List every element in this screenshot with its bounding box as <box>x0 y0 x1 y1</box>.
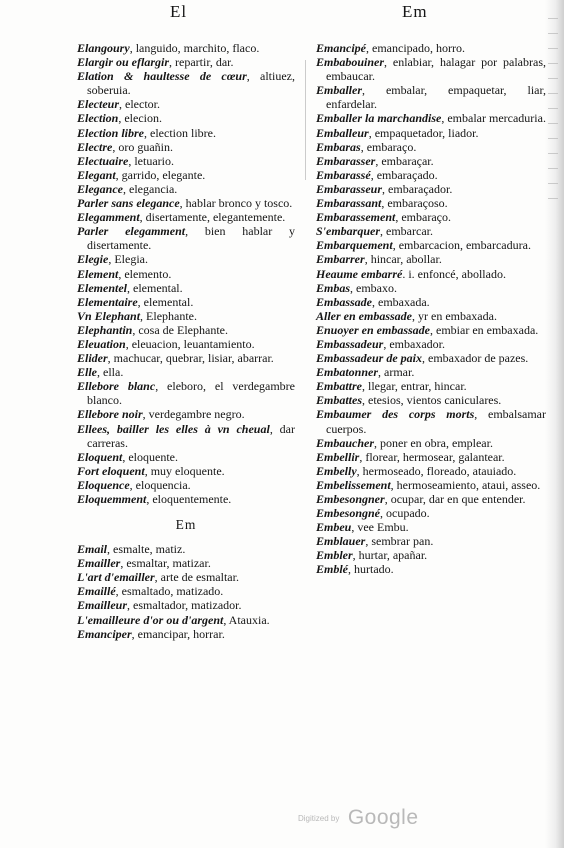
entry-translation: , languido, marchito, flaco. <box>129 41 260 55</box>
dictionary-entry <box>316 365 546 379</box>
entry-translation: , Atauxia. <box>223 612 270 627</box>
google-logo: Google <box>347 806 419 829</box>
entry-translation: , eleuacion, leuantamiento. <box>125 336 255 351</box>
entry-translation: , elemental. <box>137 294 194 309</box>
entry-translation: , embaxo. <box>350 280 398 295</box>
entry-translation: , elemental. <box>127 280 183 295</box>
entry-headword: Elementaire <box>77 294 138 309</box>
entry-translation: , yr en embaxada. <box>412 308 497 323</box>
dictionary-entry <box>77 252 295 266</box>
dictionary-entry <box>77 492 295 506</box>
dictionary-entry <box>77 267 295 281</box>
entry-headword: Embarassé <box>316 167 371 182</box>
entry-translation: , disertamente, elegantemente. <box>139 210 286 225</box>
dictionary-entry <box>316 126 546 140</box>
entry-headword: Elation & haultesse de cœur <box>77 69 247 84</box>
entry-translation: , ocupar, dar en que entender. <box>384 492 526 506</box>
entry-translation: , eleboro, el verdegambre blanco. <box>87 379 296 408</box>
entry-translation: , elector. <box>119 97 160 112</box>
dictionary-entry <box>77 323 295 337</box>
entry-headword: Embabouiner <box>316 55 385 70</box>
entry-headword: Eloquence <box>77 477 130 492</box>
entry-headword: Electeur <box>77 97 119 112</box>
dictionary-entry <box>77 295 295 309</box>
entry-translation: , hablar bronco y tosco. <box>179 196 293 211</box>
watermark-prefix: Digitized by <box>298 813 340 823</box>
dictionary-entry <box>316 323 546 337</box>
entry-translation: , llegar, entrar, hincar. <box>362 379 467 394</box>
dictionary-entry <box>77 111 295 125</box>
entry-headword: Embeu <box>316 520 352 535</box>
dictionary-entry <box>316 267 546 281</box>
entry-headword: Emancipé <box>316 41 366 55</box>
dictionary-entry <box>77 196 295 210</box>
entry-translation: , repartir, dar. <box>169 55 234 70</box>
entry-headword: Ellebore blanc <box>77 379 156 394</box>
dictionary-entry <box>77 69 295 97</box>
header-right: Em <box>402 2 428 21</box>
entry-headword: Embelissement <box>316 477 391 492</box>
entry-headword: Embassadeur <box>316 336 384 351</box>
entry-translation: , etesios, vientos caniculares. <box>362 393 502 408</box>
dictionary-entry <box>316 168 546 182</box>
entry-translation: , Elegia. <box>108 252 148 267</box>
left-column <box>77 41 295 641</box>
dictionary-entry <box>316 548 546 562</box>
entry-translation: , sembrar pan. <box>365 534 434 549</box>
entry-headword: Parler sans elegance <box>77 196 180 211</box>
entry-translation: , cosa de Elephante. <box>132 322 228 337</box>
entry-headword: Embler <box>316 548 353 563</box>
dictionary-entry <box>77 598 295 612</box>
dictionary-entry <box>316 337 546 351</box>
entry-headword: Embassade <box>316 294 373 309</box>
dictionary-entry <box>316 562 546 576</box>
dictionary-entry <box>316 478 546 492</box>
digitized-watermark <box>298 806 419 830</box>
entry-translation: , emancipar, horrar. <box>131 626 225 641</box>
entry-translation: , embaraçado. <box>370 167 438 182</box>
entry-translation: , embaraçar. <box>375 153 434 168</box>
entry-headword: Email <box>77 542 108 557</box>
dictionary-entry <box>77 281 295 295</box>
dictionary-entry <box>316 295 546 309</box>
dictionary-entry <box>316 281 546 295</box>
dictionary-entry <box>316 111 546 125</box>
dictionary-entry <box>316 464 546 478</box>
dictionary-entry <box>77 309 295 323</box>
entry-translation: , embaraçador. <box>382 181 453 196</box>
entry-translation: , eloquentemente. <box>146 492 232 506</box>
entry-headword: Fort eloquent <box>77 463 145 478</box>
entry-translation: , embaxador de pazes. <box>422 351 529 366</box>
entry-translation: , machucar, quebrar, lisiar, abarrar. <box>107 351 274 366</box>
entry-headword: Elider <box>77 351 108 366</box>
entry-headword: Element <box>77 266 119 281</box>
entry-translation: , election libre. <box>144 125 216 140</box>
entry-translation: , embalsamar cuerpos. <box>326 407 546 436</box>
entry-translation: , empaquetador, liador. <box>368 125 479 140</box>
dictionary-entry <box>316 140 546 154</box>
entry-translation: , arte de esmaltar. <box>154 570 239 585</box>
entry-headword: Elegamment <box>77 210 140 225</box>
margin-marks <box>548 12 558 202</box>
dictionary-entry <box>77 450 295 464</box>
dictionary-entry <box>77 627 295 641</box>
entry-headword: Eloquent <box>77 449 123 464</box>
dictionary-entry <box>316 379 546 393</box>
entry-headword: Elegance <box>77 181 123 196</box>
dictionary-entry <box>77 55 295 69</box>
dictionary-entry <box>316 224 546 238</box>
entry-headword: Electuaire <box>77 153 129 168</box>
dictionary-entry <box>77 337 295 351</box>
dictionary-entry <box>77 613 295 627</box>
entry-headword: Enuoyer en embassade <box>316 322 430 337</box>
dictionary-entry <box>77 422 295 450</box>
entry-translation: , armar. <box>378 365 415 380</box>
dictionary-entry <box>77 154 295 168</box>
entry-headword: Emblé <box>316 562 348 577</box>
entry-headword: Parler elegamment <box>77 224 186 239</box>
dictionary-entry <box>316 182 546 196</box>
entry-translation: , florear, hermosear, galantear. <box>359 449 505 464</box>
entry-headword: Elangoury <box>77 41 130 55</box>
entry-headword: Embarassement <box>316 210 396 225</box>
entry-translation: , esmalte, matiz. <box>107 542 186 557</box>
entry-headword: Elle <box>77 365 97 380</box>
entry-translation: , embaraçoso. <box>381 196 448 211</box>
entry-headword: L'art d'emailler <box>77 570 155 585</box>
entry-translation: , esmaltador, matizador. <box>127 598 242 613</box>
entry-headword: Elargir ou eflargir <box>77 55 170 70</box>
dictionary-entry <box>316 210 546 224</box>
entry-headword: Embarasseur <box>316 181 383 196</box>
entry-translation: , embaraço. <box>360 139 417 154</box>
entry-translation: , ocupado. <box>380 506 430 521</box>
dictionary-entry <box>77 168 295 182</box>
entry-headword: Embelly <box>316 463 357 478</box>
entry-translation: , hurtado. <box>348 562 394 577</box>
entry-translation: . i. enfoncé, abollado. <box>402 266 506 281</box>
header-left: El <box>170 2 188 21</box>
entry-headword: Elegie <box>77 252 109 267</box>
entry-translation: , ella. <box>97 365 124 380</box>
entry-translation: , embarcar. <box>380 224 433 239</box>
entry-headword: Embarquement <box>316 238 393 253</box>
entry-headword: Elegant <box>77 167 116 182</box>
dictionary-entry <box>77 351 295 365</box>
entry-headword: Embellir <box>316 449 360 464</box>
entry-translation: , embarcacion, embarcadura. <box>392 238 531 253</box>
entry-translation: , elecion. <box>118 111 162 126</box>
dictionary-entry <box>77 570 295 584</box>
entry-headword: Elementel <box>77 280 127 295</box>
entry-translation: , garrido, elegante. <box>115 167 206 182</box>
entry-headword: Eloquemment <box>77 492 147 506</box>
entry-translation: , embiar en embaxada. <box>430 322 539 337</box>
dictionary-entry <box>316 436 546 450</box>
dictionary-entry <box>316 351 546 365</box>
entry-headword: Election libre <box>77 125 144 140</box>
entry-headword: Emailleur <box>77 598 128 613</box>
dictionary-entry <box>316 506 546 520</box>
right-column <box>316 41 546 577</box>
entry-translation: , elegancia. <box>123 181 178 196</box>
entry-translation: , dar carreras. <box>87 421 295 450</box>
dictionary-entry <box>77 97 295 111</box>
dictionary-entry <box>77 41 295 55</box>
entry-translation: , oro guañin. <box>112 139 173 154</box>
entry-headword: Embesongner <box>316 492 385 506</box>
dictionary-entry <box>316 534 546 548</box>
dictionary-entry <box>77 464 295 478</box>
entry-translation: , Elephante. <box>140 308 198 323</box>
entry-translation: , poner en obra, emplear. <box>374 435 493 450</box>
entry-translation: , eloquencia. <box>129 477 191 492</box>
dictionary-entry <box>316 154 546 168</box>
entry-headword: Aller en embassade <box>316 308 412 323</box>
entry-headword: Election <box>77 111 119 126</box>
entry-headword: Embattre <box>316 379 363 394</box>
dictionary-entry <box>316 238 546 252</box>
entry-headword: Embarassant <box>316 196 382 211</box>
entry-headword: S'embarquer <box>316 224 381 239</box>
entry-headword: Emballeur <box>316 125 369 140</box>
dictionary-entry <box>77 556 295 570</box>
entry-translation: , embaxador. <box>383 336 446 351</box>
entry-headword: Emballer <box>316 83 363 98</box>
entry-translation: , embalar mercaduria. <box>441 111 546 126</box>
entry-headword: Ellees, bailler les elles à vn cheual <box>77 421 270 436</box>
entry-headword: Emballer la marchandise <box>316 111 442 126</box>
entry-translation: , elemento. <box>118 266 172 281</box>
dictionary-entry <box>316 393 546 407</box>
entry-headword: Vn Elephant <box>77 308 141 323</box>
entry-headword: Embatonner <box>316 365 379 380</box>
entry-headword: Embattes <box>316 393 363 408</box>
section-heading: Em <box>175 517 197 533</box>
entry-translation: , eloquente. <box>122 449 179 464</box>
entry-translation: , hermoseamiento, ataui, asseo. <box>390 477 541 492</box>
dictionary-entry <box>77 210 295 224</box>
dictionary-entry <box>77 126 295 140</box>
entry-headword: Emailler <box>77 556 121 571</box>
entry-headword: Embarasser <box>316 153 376 168</box>
entry-headword: Emaillé <box>77 584 116 599</box>
entry-translation: , altiuez, soberuia. <box>87 69 295 98</box>
entry-translation: , esmaltar, matizar. <box>120 556 211 571</box>
entry-headword: Embarrer <box>316 252 365 267</box>
entry-translation: , hincar, abollar. <box>364 252 442 267</box>
entry-headword: Embas <box>316 280 351 295</box>
entry-headword: Embaucher <box>316 435 375 450</box>
entry-translation: , hermoseado, floreado, atauiado. <box>356 463 517 478</box>
dictionary-entry <box>77 379 295 407</box>
entry-translation: , muy eloquente. <box>144 463 225 478</box>
dictionary-entry <box>77 224 295 252</box>
dictionary-entry <box>316 520 546 534</box>
dictionary-entry <box>316 309 546 323</box>
entry-translation: , bien hablar y disertamente. <box>87 224 295 253</box>
entry-headword: Electre <box>77 139 113 154</box>
entry-translation: , hurtar, apañar. <box>352 548 428 563</box>
entry-translation: , verdegambre negro. <box>142 407 245 422</box>
entry-headword: Embassadeur de paix <box>316 351 423 366</box>
entry-headword: Ellebore noir <box>77 407 143 422</box>
dictionary-entry <box>316 407 546 435</box>
dictionary-entry <box>316 55 546 83</box>
dictionary-entry <box>77 542 295 556</box>
dictionary-entry <box>77 478 295 492</box>
entry-translation: , embalar, empaquetar, liar, enfardelar. <box>326 83 546 112</box>
entry-translation: , letuario. <box>128 153 174 168</box>
entry-headword: Embesongné <box>316 506 381 521</box>
entry-headword: Emanciper <box>77 626 132 641</box>
running-header <box>0 2 560 24</box>
dictionary-entry <box>316 492 546 506</box>
dictionary-entry <box>316 196 546 210</box>
dictionary-entry <box>77 407 295 421</box>
dictionary-entry <box>316 41 546 55</box>
dictionary-entry <box>77 140 295 154</box>
dictionary-entry <box>316 252 546 266</box>
entry-translation: , emancipado, horro. <box>366 41 465 55</box>
entry-translation: , esmaltado, matizado. <box>115 584 224 599</box>
entry-headword: Eleuation <box>77 336 126 351</box>
dictionary-entry <box>316 83 546 111</box>
entry-translation: , embaxada. <box>372 294 430 309</box>
entry-headword: Embaumer des corps morts <box>316 407 475 422</box>
dictionary-entry <box>77 365 295 379</box>
entry-headword: Heaume embarré <box>316 266 403 281</box>
entry-headword: Emblauer <box>316 534 366 549</box>
entry-headword: L'emailleure d'or ou d'argent <box>77 612 224 627</box>
entry-headword: Elephantin <box>77 322 133 337</box>
entry-headword: Embaras <box>316 139 361 154</box>
entry-translation: , embaraço. <box>395 210 451 225</box>
dictionary-entry <box>77 182 295 196</box>
column-divider <box>305 60 306 180</box>
dictionary-entry <box>77 584 295 598</box>
entry-translation: , vee Embu. <box>351 520 409 535</box>
entry-translation: , enlabiar, halagar por palabras, embaucar. <box>326 55 546 84</box>
dictionary-entry <box>316 450 546 464</box>
